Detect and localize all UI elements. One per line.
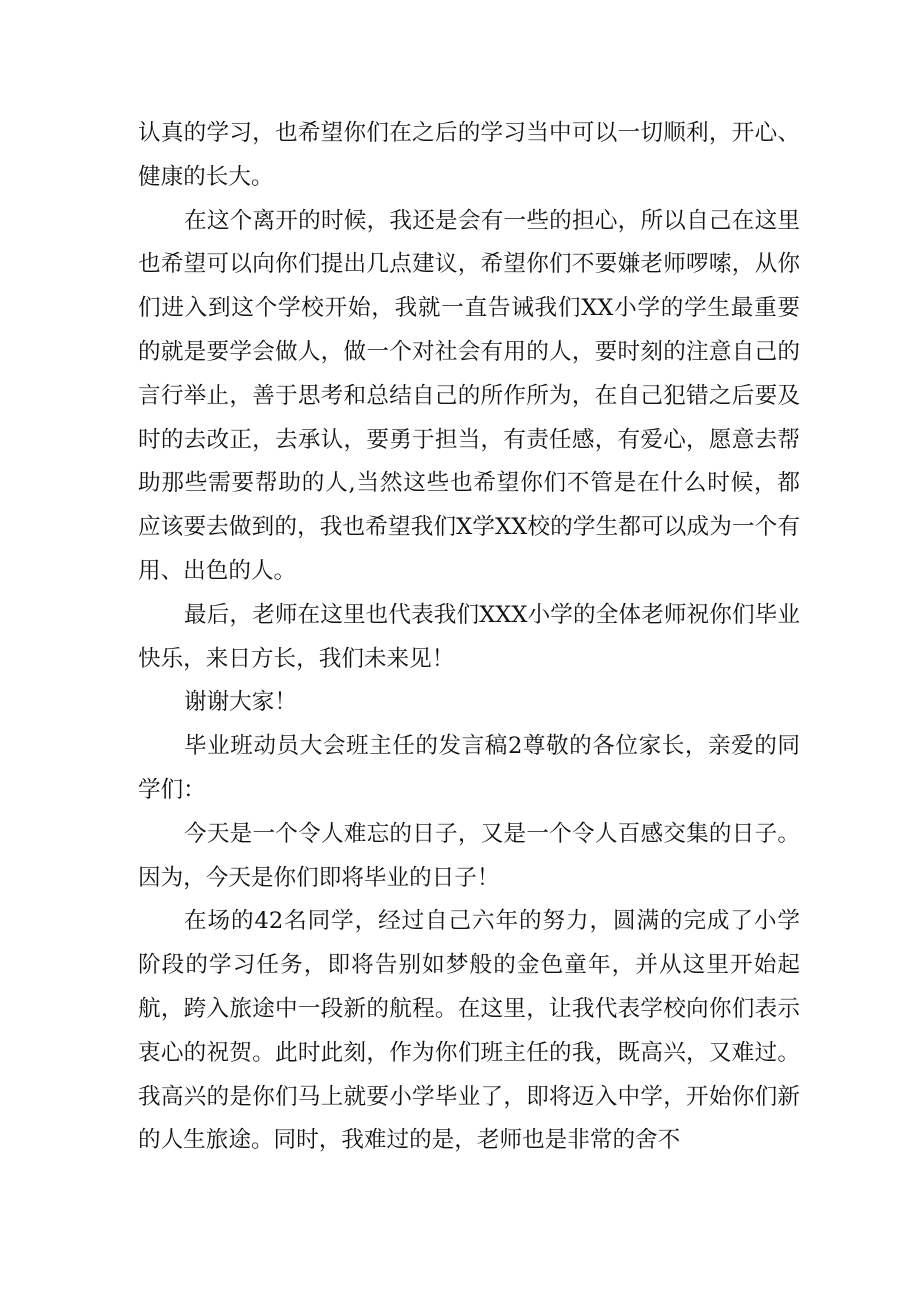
document-body [138, 112, 800, 1163]
paragraph-7: 在场的42名同学，经过自己六年的努力，圆满的完成了小学阶段的学习任务，即将告别如梦般的金色童年，并从这里开始起航，跨入旅途中一段新的航程。在这里，让我代表学校向你们表示衷心的祝贺。此时此刻，作为你们班主任的我，既高兴，又难过。我高兴的是你们马上就要小学毕业了，即将迈入中学，开始你们新的人生旅途。同时，我难过的是，老师也是非常的舍不 [138, 908, 800, 1154]
paragraph-3: 最后，老师在这里也代表我们XXX小学的全体老师祝你们毕业快乐，来日方长，我们未来见！ [138, 601, 800, 672]
paragraph-6: 今天是一个令人难忘的日子，又是一个令人百感交集的日子。因为，今天是你们即将毕业的日子！ [138, 820, 800, 891]
paragraph-5: 毕业班动员大会班主任的发言稿2尊敬的各位家长，亲爱的同学们： [138, 733, 800, 803]
paragraph-1: 认真的学习，也希望你们在之后的学习当中可以一切顺利，开心、健康的长大。 [138, 120, 800, 190]
paragraph-2: 在这个离开的时候，我还是会有一些的担心，所以自己在这里也希望可以向你们提出几点建议，希望你们不要嫌老师啰嗦，从你们进入到这个学校开始，我就一直告诫我们XX小学的学生最重要的就是要学会做人，做一个对社会有用的人，要时刻的注意自己的言行举止，善于思考和总结自己的所作所为，在自己犯错之后要及时的去改正，去承认，要勇于担当，有责任感，有爱心，愿意去帮助那些需要帮助的人,当然这些也希望你们不管是在什么时候，都应该要去做到的，我也希望我们X学XX校的学生都可以成为一个有用、出色的人。 [138, 207, 800, 584]
paragraph-4: 谢谢大家！ [184, 689, 297, 716]
